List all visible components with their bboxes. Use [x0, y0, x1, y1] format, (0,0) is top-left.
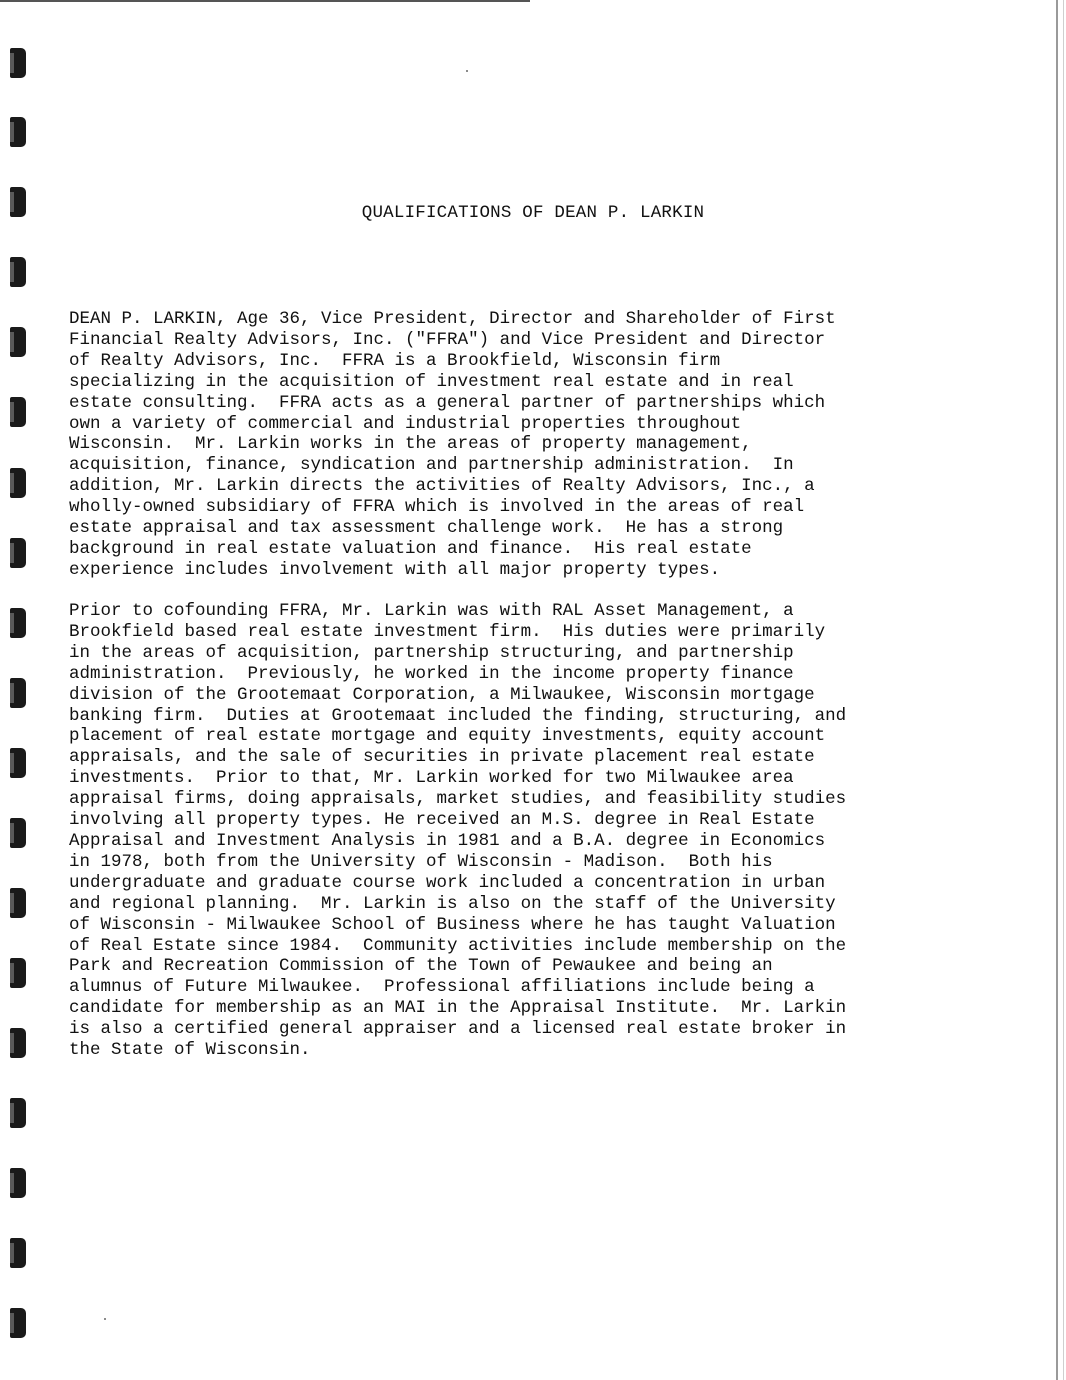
text-line: candidate for membership as an MAI in the Appraisal Institute. Mr. Larkin [69, 998, 847, 1019]
binding-hole [10, 958, 26, 988]
scan-speck [104, 1318, 106, 1320]
text-line: acquisition, finance, syndication and partnership administration. In [69, 455, 794, 476]
text-line: investments. Prior to that, Mr. Larkin worked for two Milwaukee area [69, 768, 794, 789]
binding-hole [10, 538, 26, 568]
binding-hole [10, 257, 26, 287]
binding-hole [10, 1168, 26, 1198]
binding-hole [10, 748, 26, 778]
text-line: in 1978, both from the University of Wisconsin - Madison. Both his [69, 851, 773, 872]
text-line: Prior to cofounding FFRA, Mr. Larkin was with RAL Asset Management, a [69, 601, 794, 621]
text-line: estate consulting. FFRA acts as a general partner of partnerships which [69, 392, 826, 413]
text-line: division of the Grootemaat Corporation, a Milwaukee, Wisconsin mortgage [69, 684, 815, 705]
document-title: QUALIFICATIONS OF DEAN P. LARKIN [361, 203, 705, 223]
binding-hole [10, 678, 26, 708]
binding-hole [10, 468, 26, 498]
text-line: placement of real estate mortgage and equity investments, equity account [69, 726, 826, 747]
binding-hole [10, 327, 26, 357]
binding-hole [10, 888, 26, 918]
scan-speck [466, 70, 468, 72]
text-line: Appraisal and Investment Analysis in 1981 and a B.A. degree in Economics [69, 830, 826, 851]
binding-hole [10, 1238, 26, 1268]
binding-hole [10, 48, 26, 78]
text-line: of Realty Advisors, Inc. FFRA is a Brookfield, Wisconsin firm [69, 350, 721, 371]
binding-hole [10, 608, 26, 638]
text-line: Park and Recreation Commission of the Town of Pewaukee and being an [69, 956, 773, 977]
text-line: background in real estate valuation and finance. His real estate [69, 538, 752, 559]
binding-hole [10, 117, 26, 147]
binding-hole [10, 1308, 26, 1338]
text-line: own a variety of commercial and industrial properties throughout [69, 413, 742, 434]
paragraph-career [69, 309, 1029, 581]
binding-hole [10, 397, 26, 427]
text-line: experience includes involvement with all major property types. [69, 559, 721, 580]
text-line: administration. Previously, he worked in the income property finance [69, 663, 794, 684]
text-line: specializing in the acquisition of investment real estate and in real [69, 371, 794, 392]
text-line: Brookfield based real estate investment firm. His duties were primarily [69, 621, 826, 642]
binding-hole [10, 1098, 26, 1128]
text-line: is also a certified general appraiser and a licensed real estate broker in [69, 1019, 847, 1040]
text-line: Wisconsin. Mr. Larkin works in the areas of property management, [69, 434, 752, 455]
page-top-edge [0, 0, 530, 2]
text-line: the State of Wisconsin. [69, 1040, 311, 1061]
binding-hole [10, 818, 26, 848]
text-line: of Real Estate since 1984. Community activities include membership on the [69, 935, 847, 956]
text-line: undergraduate and graduate course work included a concentration in urban [69, 872, 826, 893]
text-line: DEAN P. LARKIN, Age 36, Vice President, Director and Shareholder of First [69, 309, 836, 329]
text-line: and regional planning. Mr. Larkin is also on the staff of the University [69, 893, 836, 914]
text-line: wholly-owned subsidiary of FFRA which is involved in the areas of real [69, 497, 805, 518]
text-line: appraisal firms, doing appraisals, market studies, and feasibility studies [69, 789, 847, 810]
text-line: involving all property types. He received an M.S. degree in Real Estate [69, 810, 815, 831]
binding-hole [10, 1028, 26, 1058]
text-line: of Wisconsin - Milwaukee School of Business where he has taught Valuation [69, 914, 836, 935]
text-line: alumnus of Future Milwaukee. Professional affiliations include being a [69, 977, 815, 998]
paragraph-background [69, 601, 1029, 1061]
text-line: banking firm. Duties at Grootemaat included the finding, structuring, and [69, 705, 847, 726]
text-line: appraisals, and the sale of securities in private placement real estate [69, 747, 815, 768]
text-line: estate appraisal and tax assessment challenge work. He has a strong [69, 518, 784, 539]
text-line: addition, Mr. Larkin directs the activities of Realty Advisors, Inc., a [69, 476, 815, 497]
text-line: Financial Realty Advisors, Inc. ("FFRA") and Vice President and Director [69, 329, 826, 350]
text-line: in the areas of acquisition, partnership structuring, and partnership [69, 642, 794, 663]
